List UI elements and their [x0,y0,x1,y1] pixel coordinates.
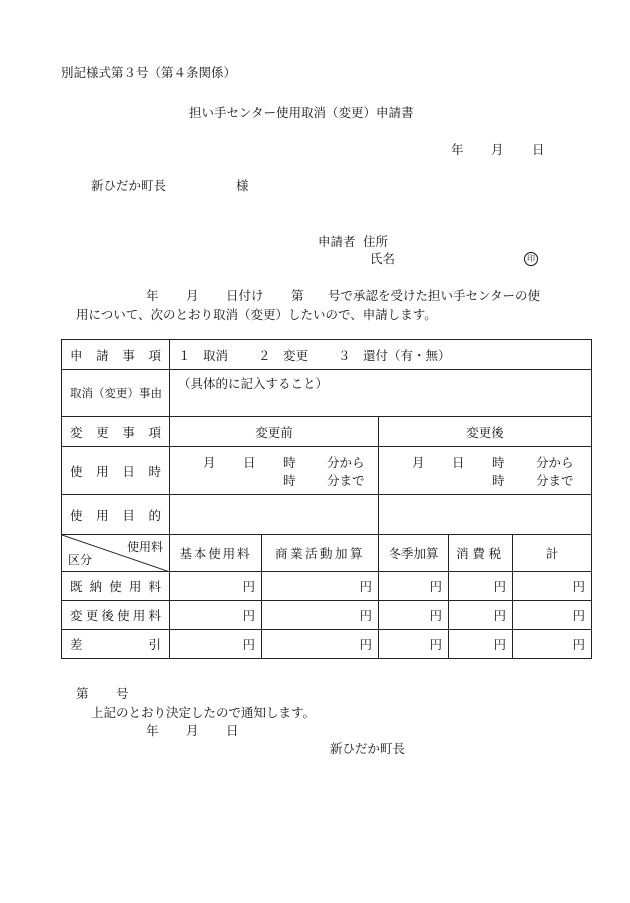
dt-before-hour2: 時 [283,472,296,488]
form-number: 別記様式第３号（第４条関係） [61,65,237,80]
fee-cell[interactable]: 円 [262,601,379,630]
fee-col-winter: 冬季加算 [379,535,449,572]
dt-after-minfrom: 分から [536,454,574,470]
notice-day: 日 [226,723,239,738]
form-title: 担い手センター使用取消（変更）申請書 [189,105,414,120]
dt-after-hour2: 時 [492,472,505,488]
fee-row [62,572,592,601]
fee-cell[interactable]: 円 [449,630,513,659]
option-change[interactable]: ２ 変更 [257,347,308,363]
change-before-header: 変更前 [170,417,379,447]
applicant-address-label: 住所 [363,234,389,249]
fee-cell[interactable]: 円 [170,630,262,659]
fee-cell[interactable]: 円 [379,630,449,659]
row-use-purpose [62,495,592,535]
reason-field[interactable] [170,370,592,417]
notice-text: 上記のとおり決定したので通知します。 [91,705,316,720]
row-fee-header [62,535,592,572]
addressee: 新ひだか町長 [91,178,167,193]
datetime-before-field[interactable] [170,447,379,495]
fee-row-label: 差 引 [62,630,170,659]
row-use-datetime [62,447,592,495]
intro-line1-rest: 号で承認を受けた担い手センターの使 [328,288,541,303]
intro-month: 月 [186,288,199,303]
fee-cell[interactable]: 円 [513,630,592,659]
fee-col-total: 計 [513,535,592,572]
seal-icon: 印 [524,252,538,266]
dt-before-day: 日 [243,454,256,470]
use-purpose-label: 使 用 目 的 [62,495,170,535]
dt-after-minto: 分まで [536,472,574,488]
date-year-label: 年 [451,142,464,157]
dt-before-hour: 時 [283,454,296,470]
fee-diag-bottom: 区分 [68,553,93,567]
purpose-after-field[interactable] [379,495,592,535]
fee-cell[interactable]: 円 [449,572,513,601]
change-items-label: 変 更 事 項 [62,417,170,447]
option-cancel[interactable]: １ 取消 [178,347,229,363]
purpose-before-field[interactable] [170,495,379,535]
dt-after-hour: 時 [492,454,505,470]
notice-number-prefix: 第 [76,686,89,701]
fee-row [62,601,592,630]
dt-before-minto: 分まで [327,472,365,488]
fee-cell[interactable]: 円 [262,630,379,659]
request-items-label: 申 請 事 項 [62,340,170,370]
dt-after-day: 日 [452,454,465,470]
fee-cell[interactable]: 円 [513,572,592,601]
addressee-honorific: 様 [236,178,249,193]
row-change-items [62,417,592,447]
notice-year: 年 [146,723,159,738]
fee-diagonal-cell [62,535,170,572]
fee-cell[interactable]: 円 [170,572,262,601]
fee-row [62,630,592,659]
notice-month: 月 [186,723,199,738]
reason-label: 取消（変更）事由 [62,370,170,417]
notice-issuer: 新ひだか町長 [330,741,406,756]
dt-before-minfrom: 分から [327,454,365,470]
applicant-name-label: 氏名 [370,251,396,266]
fee-row-label: 既 納 使 用 料 [62,572,170,601]
notice-number-suffix: 号 [116,686,129,701]
fee-cell[interactable]: 円 [262,572,379,601]
fee-row-label: 変 更 後 使 用 料 [62,601,170,630]
fee-col-tax: 消費税 [449,535,513,572]
fee-cell[interactable]: 円 [379,572,449,601]
row-reason [62,370,592,417]
change-after-header: 変更後 [379,417,592,447]
request-options[interactable] [170,340,592,370]
dt-before-month: 月 [203,454,216,470]
applicant-label: 申請者 [318,234,356,249]
intro-number-prefix: 第 [291,288,304,303]
intro-line2: 用について、次のとおり取消（変更）したいので、申請します。 [76,307,437,322]
fee-cell[interactable]: 円 [379,601,449,630]
fee-col-basic: 基本使用料 [170,535,262,572]
intro-year: 年 [146,288,159,303]
option-refund[interactable]: ３ 還付（有・無） [337,347,451,363]
fee-cell[interactable]: 円 [449,601,513,630]
seal-mark [524,249,538,266]
row-request-items [62,340,592,370]
use-datetime-label: 使 用 日 時 [62,447,170,495]
fee-col-commercial: 商業活動加算 [262,535,379,572]
fee-diag-top: 使用料 [126,540,163,554]
dt-after-month: 月 [412,454,425,470]
date-month-label: 月 [491,142,504,157]
reason-note: （具体的に記入すること） [178,376,329,391]
datetime-after-field[interactable] [379,447,592,495]
fee-cell[interactable]: 円 [513,601,592,630]
date-day-label: 日 [532,142,545,157]
fee-cell[interactable]: 円 [170,601,262,630]
application-form-table [61,339,592,659]
intro-day: 日付け [226,288,264,303]
